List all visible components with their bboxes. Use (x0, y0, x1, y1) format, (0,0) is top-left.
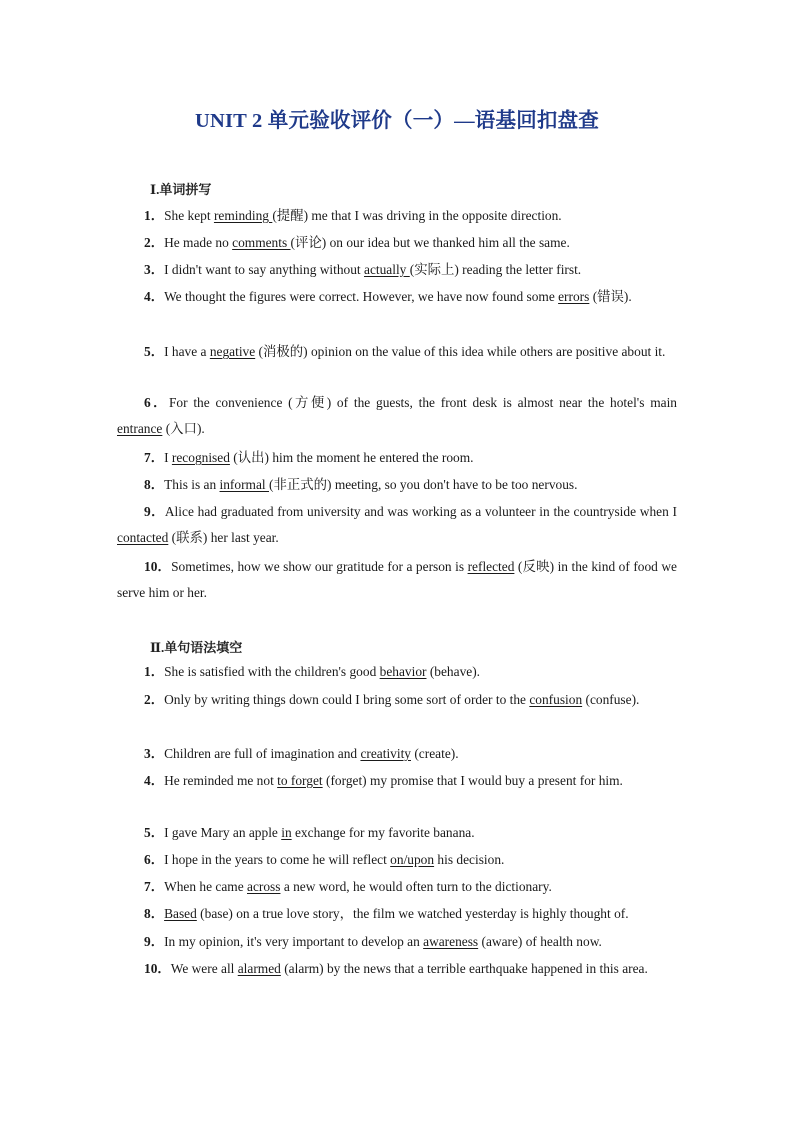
item-text-before: We thought the figures were correct. However, we have now found some (164, 289, 559, 304)
grammar-item-4 (117, 768, 677, 794)
item-text-after: (认出) him the moment he entered the room. (229, 450, 474, 465)
item-answer: on/upon (390, 852, 435, 867)
item-number: 1． (144, 664, 165, 679)
spelling-item-5 (117, 339, 677, 365)
item-answer: reminding (213, 208, 273, 223)
item-answer: actually (364, 262, 410, 277)
item-text-before: I gave Mary an apple (164, 825, 282, 840)
item-text-after: (联系) her last year. (168, 530, 279, 545)
item-text-before: Only by writing things down could I bring some sort of order to the (164, 692, 530, 707)
item-number: 6． (144, 395, 169, 410)
item-text-before: This is an (164, 477, 220, 492)
item-text-after: (提醒) me that I was driving in the opposite direction. (272, 208, 562, 223)
item-number: 7． (144, 450, 165, 465)
spelling-item-2 (117, 230, 677, 256)
item-text-after: (create). (411, 746, 459, 761)
item-answer: across (247, 879, 281, 894)
item-text-before: I didn't want to say anything without (164, 262, 364, 277)
item-number: 4． (144, 289, 165, 304)
item-text-before: Alice had graduated from university and was working as a volunteer in the countryside when I (164, 504, 677, 519)
item-text-after: (错误). (589, 289, 632, 304)
item-text-after: (confuse). (582, 692, 640, 707)
item-text-before: In my opinion, it's very important to develop an (164, 934, 424, 949)
item-text-before: He made no (164, 235, 233, 250)
item-text-after: (实际上) reading the letter first. (409, 262, 582, 277)
item-text-after: his decision. (434, 852, 505, 867)
item-text-after: (入口). (162, 421, 205, 436)
item-text-after: (消极的) opinion on the value of this idea while others are positive about it. (255, 344, 666, 359)
grammar-item-6 (117, 847, 677, 873)
item-answer: recognised (171, 450, 230, 465)
item-answer: negative (209, 344, 256, 359)
item-answer: in (281, 825, 292, 840)
item-text-before: I (164, 450, 172, 465)
spelling-item-4 (117, 284, 677, 310)
item-text-after: (aware) of health now. (478, 934, 602, 949)
grammar-item-3 (117, 741, 677, 767)
item-answer: entrance (117, 421, 163, 436)
grammar-item-5 (117, 820, 677, 846)
item-answer: creativity (360, 746, 411, 761)
item-text-before: We were all (170, 961, 238, 976)
grammar-item-7 (117, 874, 677, 900)
spelling-item-3 (117, 257, 677, 283)
item-text-before: Sometimes, how we show our gratitude for a person is (171, 559, 468, 574)
item-text-after: (反映) in the kind of food we serve him or her. (117, 559, 677, 600)
item-text-before: Children are full of imagination and (164, 746, 361, 761)
page-title: UNIT 2 单元验收评价（一）—语基回扣盘查 (195, 110, 599, 132)
spelling-item-9 (117, 499, 677, 551)
item-text-before: I have a (164, 344, 210, 359)
item-number: 8． (144, 477, 165, 492)
item-answer: confusion (529, 692, 583, 707)
item-text-after: a new word, he would often turn to the dictionary. (280, 879, 552, 894)
item-number: 5． (144, 825, 165, 840)
item-number: 9． (144, 504, 165, 519)
item-text-before: She is satisfied with the children's good (164, 664, 380, 679)
item-answer: informal (219, 477, 269, 492)
item-text-before: For the convenience (方便) of the guests, the front desk is almost near the hotel's main (168, 395, 677, 410)
section-heading-grammar: Ⅱ.单句语法填空 (150, 640, 243, 655)
item-answer: comments (232, 235, 291, 250)
item-answer: alarmed (237, 961, 281, 976)
item-text-after: (非正式的) meeting, so you don't have to be too nervous. (268, 477, 578, 492)
spelling-item-1 (117, 203, 677, 229)
item-answer: contacted (117, 530, 169, 545)
item-answer: Based (164, 906, 197, 921)
item-text-after: exchange for my favorite banana. (291, 825, 475, 840)
item-answer: reflected (467, 559, 515, 574)
spelling-item-6 (117, 390, 677, 442)
item-text-before: I hope in the years to come he will reflect (164, 852, 391, 867)
spelling-item-10 (117, 554, 677, 606)
item-answer: to forget (277, 773, 323, 788)
item-text-before: She kept (164, 208, 214, 223)
item-text-after: (alarm) by the news that a terrible earthquake happened in this area. (280, 961, 648, 976)
item-number: 2． (144, 692, 165, 707)
grammar-item-8 (117, 901, 677, 927)
section-heading-spelling: Ⅰ.单词拼写 (150, 182, 212, 197)
spelling-item-7 (117, 445, 677, 471)
item-number: 4． (144, 773, 165, 788)
item-text-before: When he came (164, 879, 247, 894)
item-text-after: (forget) my promise that I would buy a present for him. (322, 773, 623, 788)
item-text-after: (评论) on our idea but we thanked him all the same. (290, 235, 570, 250)
item-number: 7． (144, 879, 165, 894)
item-number: 2． (144, 235, 165, 250)
item-number: 1． (144, 208, 165, 223)
item-number: 3． (144, 262, 165, 277)
grammar-item-1 (117, 659, 677, 685)
item-number: 10． (144, 961, 171, 976)
item-text-after: (base) on a true love story，the film we watched yesterday is highly thought of. (196, 906, 629, 921)
item-number: 10． (144, 559, 172, 574)
item-text-after: (behave). (426, 664, 481, 679)
grammar-item-9 (117, 929, 677, 955)
grammar-item-2 (117, 687, 677, 713)
item-answer: awareness (423, 934, 479, 949)
item-answer: behavior (379, 664, 427, 679)
item-answer: errors (558, 289, 590, 304)
grammar-item-10 (117, 956, 677, 982)
item-number: 5． (144, 344, 165, 359)
spelling-item-8 (117, 472, 677, 498)
item-number: 3． (144, 746, 165, 761)
item-number: 9． (144, 934, 165, 949)
item-number: 8． (144, 906, 165, 921)
item-number: 6． (144, 852, 165, 867)
item-text-before: He reminded me not (164, 773, 278, 788)
